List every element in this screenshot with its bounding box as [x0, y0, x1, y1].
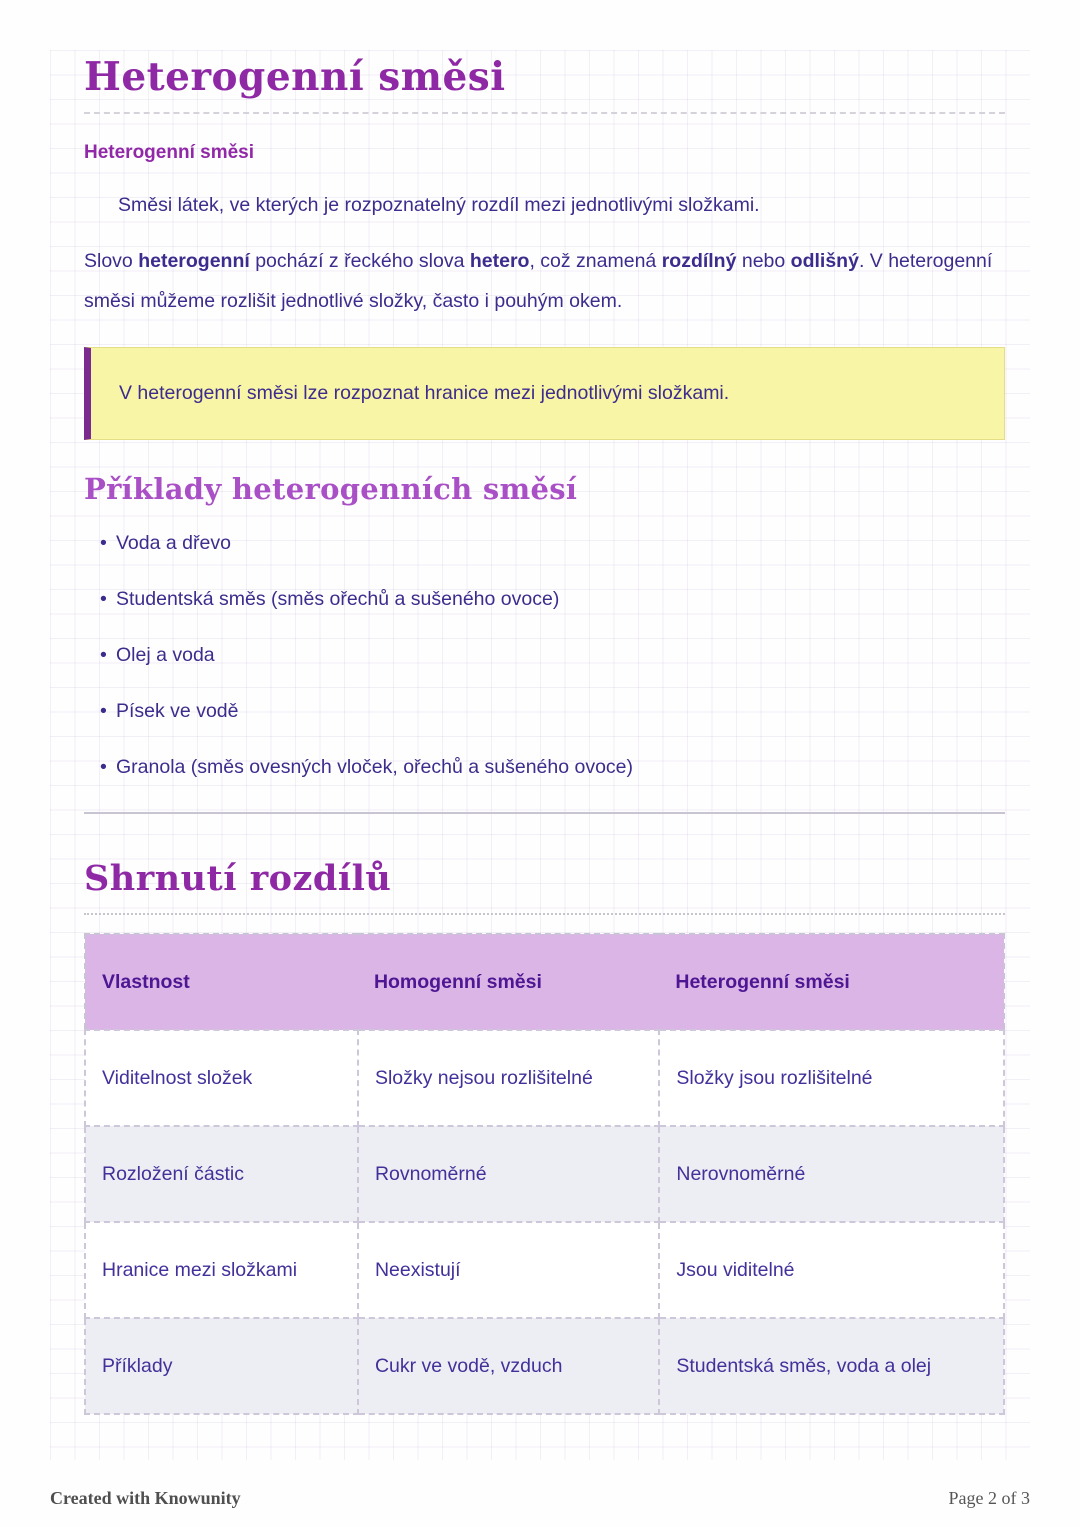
bold-term: rozdílný	[661, 250, 737, 272]
table-row	[85, 1126, 1004, 1222]
text-segment: . V heterogenní směsi můžeme rozlišit jednotlivé složky, často i pouhým okem.	[84, 250, 993, 312]
intro-paragraph	[84, 241, 1005, 321]
summary-heading: Shrnutí rozdílů	[84, 858, 1005, 915]
table-cell: Cukr ve vodě, vzduch	[358, 1318, 659, 1414]
table-cell: Rozložení částic	[85, 1126, 358, 1222]
table-cell: Jsou viditelné	[659, 1222, 1004, 1318]
table-header-row	[85, 934, 1004, 1030]
callout-box	[84, 347, 1005, 440]
text-segment: Slovo	[84, 250, 139, 272]
callout-text: V heterogenní směsi lze rozpoznat hranice mezi jednotlivými složkami.	[119, 382, 730, 404]
table-cell: Neexistují	[358, 1222, 659, 1318]
table-cell: Studentská směs, voda a olej	[659, 1318, 1004, 1414]
example-item: • Studentská směs (směs ořechů a sušeného ovoce)	[84, 588, 1005, 611]
table-cell: Složky nejsou rozlišitelné	[358, 1030, 659, 1126]
table-header-cell: Vlastnost	[85, 934, 358, 1030]
examples-list	[84, 532, 1005, 779]
table-body	[85, 1030, 1004, 1414]
table-header-cell: Homogenní směsi	[358, 934, 659, 1030]
text-segment: nebo	[736, 250, 791, 272]
table-cell: Nerovnoměrné	[659, 1126, 1004, 1222]
example-item: • Olej a voda	[84, 644, 1005, 667]
example-item: • Granola (směs ovesných vloček, ořechů a sušeného ovoce)	[84, 756, 1005, 779]
definition-text: Směsi látek, ve kterých je rozpoznatelný rozdíl mezi jednotlivými složkami.	[118, 194, 760, 216]
bold-term: heterogenní	[138, 250, 250, 272]
grid-paper-background	[50, 50, 1030, 1460]
summary-table	[84, 933, 1005, 1415]
definition-term: Heterogenní směsi	[84, 142, 254, 163]
bold-term: odlišný	[790, 250, 859, 272]
text-segment: pochází z řeckého slova	[249, 250, 470, 272]
section-divider	[84, 812, 1005, 814]
table-cell: Příklady	[85, 1318, 358, 1414]
table-row	[85, 1318, 1004, 1414]
table-header-cell: Heterogenní směsi	[659, 934, 1004, 1030]
footer-page-number: Page 2 of 3	[948, 1488, 1030, 1508]
table-cell: Složky jsou rozlišitelné	[659, 1030, 1004, 1126]
document-content	[84, 50, 1005, 1415]
table-row	[85, 1030, 1004, 1126]
bold-term: hetero	[469, 250, 530, 272]
text-segment: , což znamená	[529, 250, 662, 272]
page-footer	[50, 1488, 1030, 1509]
examples-heading: Příklady heterogenních směsí	[84, 472, 578, 506]
footer-credit: Created with Knowunity	[50, 1488, 241, 1508]
table-row	[85, 1222, 1004, 1318]
example-item: • Písek ve vodě	[84, 700, 1005, 723]
table-cell: Rovnoměrné	[358, 1126, 659, 1222]
table-cell: Viditelnost složek	[85, 1030, 358, 1126]
example-item: • Voda a dřevo	[84, 532, 1005, 555]
page-title: Heterogenní směsi	[84, 54, 1005, 114]
table-cell: Hranice mezi složkami	[85, 1222, 358, 1318]
